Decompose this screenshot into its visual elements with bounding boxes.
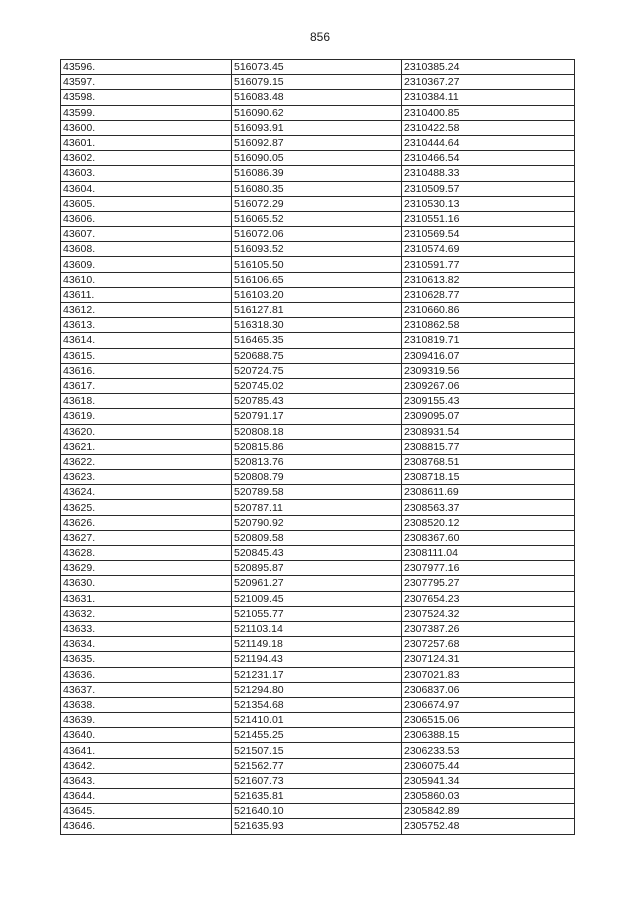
x-coordinate-cell: 521231.17 <box>232 667 402 682</box>
y-coordinate-cell: 2310628.77 <box>402 287 575 302</box>
point-number-cell: 43638. <box>61 697 232 712</box>
x-coordinate-cell: 516105.50 <box>232 257 402 272</box>
y-coordinate-cell: 2310367.27 <box>402 75 575 90</box>
table-row <box>61 181 575 196</box>
point-number-cell: 43628. <box>61 546 232 561</box>
x-coordinate-cell: 520808.18 <box>232 424 402 439</box>
point-number-cell: 43603. <box>61 166 232 181</box>
point-number-cell: 43637. <box>61 682 232 697</box>
point-number-cell: 43635. <box>61 652 232 667</box>
y-coordinate-cell: 2308520.12 <box>402 515 575 530</box>
y-coordinate-cell: 2308815.77 <box>402 439 575 454</box>
table-row <box>61 637 575 652</box>
point-number-cell: 43617. <box>61 378 232 393</box>
point-number-cell: 43611. <box>61 287 232 302</box>
point-number-cell: 43600. <box>61 120 232 135</box>
point-number-cell: 43604. <box>61 181 232 196</box>
x-coordinate-cell: 516073.45 <box>232 60 402 75</box>
x-coordinate-cell: 520808.79 <box>232 470 402 485</box>
table-row <box>61 773 575 788</box>
y-coordinate-cell: 2310862.58 <box>402 318 575 333</box>
x-coordinate-cell: 516103.20 <box>232 287 402 302</box>
table-row <box>61 196 575 211</box>
y-coordinate-cell: 2307524.32 <box>402 606 575 621</box>
y-coordinate-cell: 2307387.26 <box>402 621 575 636</box>
table-row <box>61 409 575 424</box>
point-number-cell: 43644. <box>61 789 232 804</box>
table-row <box>61 485 575 500</box>
point-number-cell: 43597. <box>61 75 232 90</box>
point-number-cell: 43596. <box>61 60 232 75</box>
x-coordinate-cell: 516072.29 <box>232 196 402 211</box>
y-coordinate-cell: 2307257.68 <box>402 637 575 652</box>
y-coordinate-cell: 2310574.69 <box>402 242 575 257</box>
table-row <box>61 743 575 758</box>
table-row <box>61 546 575 561</box>
table-row <box>61 697 575 712</box>
point-number-cell: 43605. <box>61 196 232 211</box>
point-number-cell: 43598. <box>61 90 232 105</box>
table-row <box>61 576 575 591</box>
y-coordinate-cell: 2310384.11 <box>402 90 575 105</box>
point-number-cell: 43619. <box>61 409 232 424</box>
table-row <box>61 606 575 621</box>
x-coordinate-cell: 521455.25 <box>232 728 402 743</box>
point-number-cell: 43642. <box>61 758 232 773</box>
table-row <box>61 90 575 105</box>
table-row <box>61 363 575 378</box>
table-row <box>61 500 575 515</box>
x-coordinate-cell: 521354.68 <box>232 697 402 712</box>
y-coordinate-cell: 2310444.64 <box>402 135 575 150</box>
table-row <box>61 515 575 530</box>
y-coordinate-cell: 2308563.37 <box>402 500 575 515</box>
table-row <box>61 105 575 120</box>
x-coordinate-cell: 521294.80 <box>232 682 402 697</box>
y-coordinate-cell: 2305860.03 <box>402 789 575 804</box>
point-number-cell: 43613. <box>61 318 232 333</box>
y-coordinate-cell: 2305941.34 <box>402 773 575 788</box>
y-coordinate-cell: 2309416.07 <box>402 348 575 363</box>
y-coordinate-cell: 2309319.56 <box>402 363 575 378</box>
table-row <box>61 561 575 576</box>
y-coordinate-cell: 2307795.27 <box>402 576 575 591</box>
point-number-cell: 43646. <box>61 819 232 834</box>
point-number-cell: 43606. <box>61 211 232 226</box>
table-row <box>61 60 575 75</box>
point-number-cell: 43630. <box>61 576 232 591</box>
x-coordinate-cell: 516318.30 <box>232 318 402 333</box>
y-coordinate-cell: 2309267.06 <box>402 378 575 393</box>
x-coordinate-cell: 520785.43 <box>232 394 402 409</box>
table-row <box>61 257 575 272</box>
x-coordinate-cell: 521635.93 <box>232 819 402 834</box>
point-number-cell: 43620. <box>61 424 232 439</box>
point-number-cell: 43623. <box>61 470 232 485</box>
table-row <box>61 242 575 257</box>
x-coordinate-cell: 516093.91 <box>232 120 402 135</box>
table-row <box>61 287 575 302</box>
x-coordinate-cell: 520809.58 <box>232 530 402 545</box>
x-coordinate-cell: 521055.77 <box>232 606 402 621</box>
table-row <box>61 470 575 485</box>
table-row <box>61 75 575 90</box>
table-row <box>61 120 575 135</box>
point-number-cell: 43624. <box>61 485 232 500</box>
point-number-cell: 43633. <box>61 621 232 636</box>
table-row <box>61 652 575 667</box>
x-coordinate-cell: 520724.75 <box>232 363 402 378</box>
y-coordinate-cell: 2310591.77 <box>402 257 575 272</box>
point-number-cell: 43599. <box>61 105 232 120</box>
point-number-cell: 43640. <box>61 728 232 743</box>
y-coordinate-cell: 2306674.97 <box>402 697 575 712</box>
x-coordinate-cell: 520815.86 <box>232 439 402 454</box>
y-coordinate-cell: 2308718.15 <box>402 470 575 485</box>
table-row <box>61 303 575 318</box>
point-number-cell: 43634. <box>61 637 232 652</box>
y-coordinate-cell: 2310569.54 <box>402 227 575 242</box>
point-number-cell: 43625. <box>61 500 232 515</box>
y-coordinate-cell: 2310660.86 <box>402 303 575 318</box>
table-row <box>61 394 575 409</box>
y-coordinate-cell: 2310385.24 <box>402 60 575 75</box>
y-coordinate-cell: 2308111.04 <box>402 546 575 561</box>
table-row <box>61 272 575 287</box>
x-coordinate-cell: 520688.75 <box>232 348 402 363</box>
point-number-cell: 43632. <box>61 606 232 621</box>
x-coordinate-cell: 516080.35 <box>232 181 402 196</box>
y-coordinate-cell: 2306233.53 <box>402 743 575 758</box>
x-coordinate-cell: 520813.76 <box>232 454 402 469</box>
table-row <box>61 166 575 181</box>
table-row <box>61 211 575 226</box>
point-number-cell: 43645. <box>61 804 232 819</box>
point-number-cell: 43610. <box>61 272 232 287</box>
table-row <box>61 378 575 393</box>
y-coordinate-cell: 2310400.85 <box>402 105 575 120</box>
x-coordinate-cell: 516127.81 <box>232 303 402 318</box>
point-number-cell: 43602. <box>61 151 232 166</box>
y-coordinate-cell: 2308611.69 <box>402 485 575 500</box>
table-row <box>61 713 575 728</box>
y-coordinate-cell: 2306515.06 <box>402 713 575 728</box>
x-coordinate-cell: 521410.01 <box>232 713 402 728</box>
x-coordinate-cell: 521607.73 <box>232 773 402 788</box>
x-coordinate-cell: 516106.65 <box>232 272 402 287</box>
y-coordinate-cell: 2310551.16 <box>402 211 575 226</box>
y-coordinate-cell: 2310819.71 <box>402 333 575 348</box>
y-coordinate-cell: 2309155.43 <box>402 394 575 409</box>
x-coordinate-cell: 521562.77 <box>232 758 402 773</box>
x-coordinate-cell: 520791.17 <box>232 409 402 424</box>
x-coordinate-cell: 516090.62 <box>232 105 402 120</box>
x-coordinate-cell: 520789.58 <box>232 485 402 500</box>
table-row <box>61 682 575 697</box>
table-row <box>61 227 575 242</box>
x-coordinate-cell: 521507.15 <box>232 743 402 758</box>
y-coordinate-cell: 2310509.57 <box>402 181 575 196</box>
x-coordinate-cell: 520895.87 <box>232 561 402 576</box>
y-coordinate-cell: 2309095.07 <box>402 409 575 424</box>
y-coordinate-cell: 2307021.83 <box>402 667 575 682</box>
point-number-cell: 43615. <box>61 348 232 363</box>
y-coordinate-cell: 2308768.51 <box>402 454 575 469</box>
point-number-cell: 43612. <box>61 303 232 318</box>
point-number-cell: 43616. <box>61 363 232 378</box>
x-coordinate-cell: 516083.48 <box>232 90 402 105</box>
point-number-cell: 43621. <box>61 439 232 454</box>
table-row <box>61 819 575 834</box>
point-number-cell: 43608. <box>61 242 232 257</box>
x-coordinate-cell: 520845.43 <box>232 546 402 561</box>
point-number-cell: 43636. <box>61 667 232 682</box>
table-row <box>61 758 575 773</box>
x-coordinate-cell: 516072.06 <box>232 227 402 242</box>
x-coordinate-cell: 520961.27 <box>232 576 402 591</box>
table-row <box>61 728 575 743</box>
page-number: 856 <box>309 30 331 44</box>
x-coordinate-cell: 516079.15 <box>232 75 402 90</box>
coordinates-table-body <box>61 60 575 835</box>
point-number-cell: 43618. <box>61 394 232 409</box>
x-coordinate-cell: 521640.10 <box>232 804 402 819</box>
table-row <box>61 439 575 454</box>
coordinates-table <box>60 59 575 835</box>
table-row <box>61 804 575 819</box>
point-number-cell: 43614. <box>61 333 232 348</box>
table-row <box>61 530 575 545</box>
y-coordinate-cell: 2310488.33 <box>402 166 575 181</box>
point-number-cell: 43629. <box>61 561 232 576</box>
table-row <box>61 621 575 636</box>
x-coordinate-cell: 516092.87 <box>232 135 402 150</box>
point-number-cell: 43622. <box>61 454 232 469</box>
point-number-cell: 43639. <box>61 713 232 728</box>
y-coordinate-cell: 2308367.60 <box>402 530 575 545</box>
y-coordinate-cell: 2308931.54 <box>402 424 575 439</box>
x-coordinate-cell: 516065.52 <box>232 211 402 226</box>
table-row <box>61 135 575 150</box>
x-coordinate-cell: 521103.14 <box>232 621 402 636</box>
x-coordinate-cell: 516090.05 <box>232 151 402 166</box>
x-coordinate-cell: 521194.43 <box>232 652 402 667</box>
x-coordinate-cell: 516086.39 <box>232 166 402 181</box>
point-number-cell: 43609. <box>61 257 232 272</box>
y-coordinate-cell: 2305752.48 <box>402 819 575 834</box>
x-coordinate-cell: 520790.92 <box>232 515 402 530</box>
x-coordinate-cell: 516465.35 <box>232 333 402 348</box>
x-coordinate-cell: 520745.02 <box>232 378 402 393</box>
y-coordinate-cell: 2306837.06 <box>402 682 575 697</box>
table-row <box>61 424 575 439</box>
table-row <box>61 348 575 363</box>
y-coordinate-cell: 2307654.23 <box>402 591 575 606</box>
point-number-cell: 43607. <box>61 227 232 242</box>
table-row <box>61 318 575 333</box>
y-coordinate-cell: 2310466.54 <box>402 151 575 166</box>
x-coordinate-cell: 520787.11 <box>232 500 402 515</box>
point-number-cell: 43601. <box>61 135 232 150</box>
y-coordinate-cell: 2306075.44 <box>402 758 575 773</box>
table-row <box>61 454 575 469</box>
y-coordinate-cell: 2310422.58 <box>402 120 575 135</box>
point-number-cell: 43641. <box>61 743 232 758</box>
table-row <box>61 667 575 682</box>
point-number-cell: 43631. <box>61 591 232 606</box>
y-coordinate-cell: 2305842.89 <box>402 804 575 819</box>
x-coordinate-cell: 521009.45 <box>232 591 402 606</box>
point-number-cell: 43643. <box>61 773 232 788</box>
y-coordinate-cell: 2307124.31 <box>402 652 575 667</box>
table-row <box>61 789 575 804</box>
y-coordinate-cell: 2307977.16 <box>402 561 575 576</box>
table-row <box>61 333 575 348</box>
x-coordinate-cell: 521635.81 <box>232 789 402 804</box>
y-coordinate-cell: 2306388.15 <box>402 728 575 743</box>
table-row <box>61 151 575 166</box>
point-number-cell: 43626. <box>61 515 232 530</box>
x-coordinate-cell: 521149.18 <box>232 637 402 652</box>
y-coordinate-cell: 2310530.13 <box>402 196 575 211</box>
y-coordinate-cell: 2310613.82 <box>402 272 575 287</box>
table-row <box>61 591 575 606</box>
x-coordinate-cell: 516093.52 <box>232 242 402 257</box>
point-number-cell: 43627. <box>61 530 232 545</box>
